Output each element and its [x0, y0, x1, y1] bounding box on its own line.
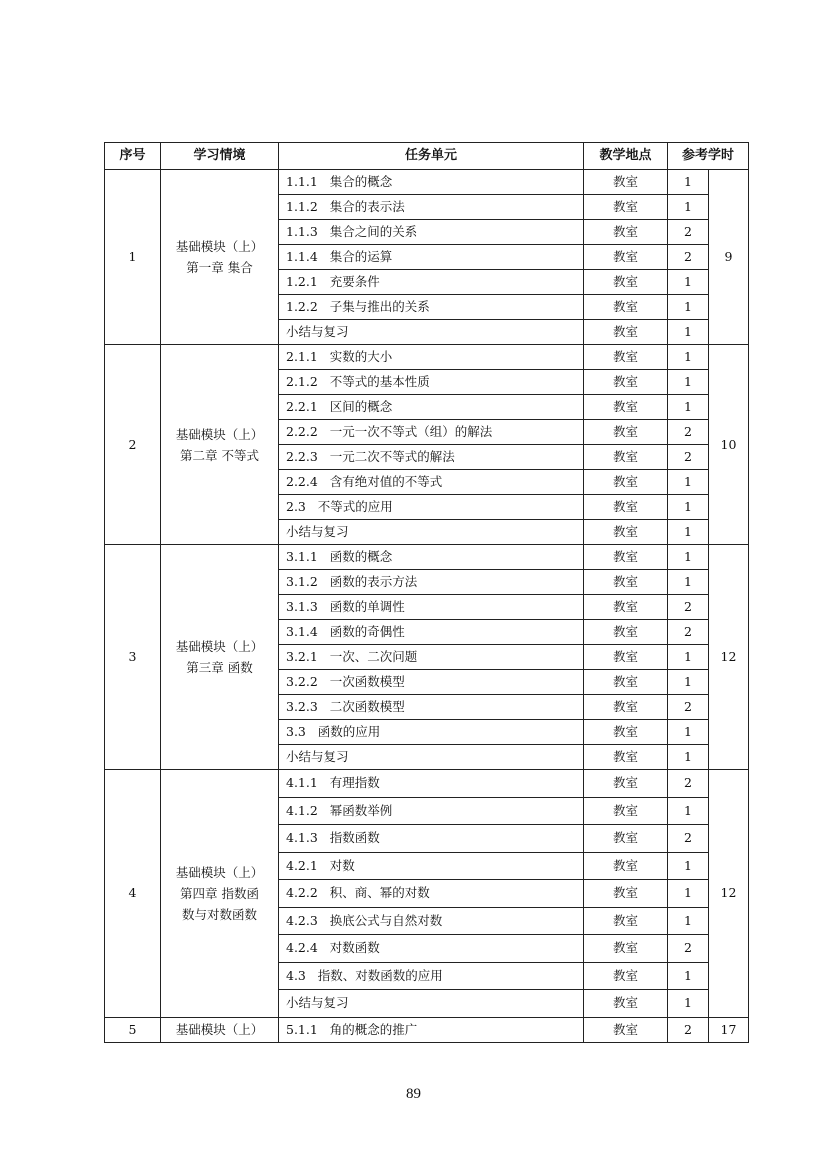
teaching-location: 教室 — [584, 745, 668, 770]
unit-hours: 1 — [668, 962, 709, 990]
task-unit: 1.1.4 集合的运算 — [279, 245, 584, 270]
unit-hours: 1 — [668, 295, 709, 320]
task-unit: 2.1.2 不等式的基本性质 — [279, 370, 584, 395]
group-index: 5 — [105, 1017, 161, 1042]
unit-hours: 2 — [668, 595, 709, 620]
task-unit: 4.2.4 对数函数 — [279, 935, 584, 963]
teaching-location: 教室 — [584, 545, 668, 570]
unit-hours: 1 — [668, 852, 709, 880]
teaching-location: 教室 — [584, 935, 668, 963]
group-context: 基础模块（上） 第二章 不等式 — [161, 345, 279, 545]
task-unit: 3.2.2 一次函数模型 — [279, 670, 584, 695]
group-context: 基础模块（上） 第一章 集合 — [161, 170, 279, 345]
teaching-location: 教室 — [584, 670, 668, 695]
task-unit: 4.2.1 对数 — [279, 852, 584, 880]
task-unit: 3.1.2 函数的表示方法 — [279, 570, 584, 595]
task-unit: 小结与复习 — [279, 745, 584, 770]
table-row — [105, 345, 749, 370]
unit-hours: 1 — [668, 170, 709, 195]
teaching-location: 教室 — [584, 345, 668, 370]
task-unit: 小结与复习 — [279, 520, 584, 545]
unit-hours: 1 — [668, 345, 709, 370]
unit-hours: 2 — [668, 770, 709, 798]
teaching-location: 教室 — [584, 695, 668, 720]
header-index: 序号 — [105, 143, 161, 170]
unit-hours: 1 — [668, 195, 709, 220]
table-body — [105, 170, 749, 1043]
table-row — [105, 1017, 749, 1042]
task-unit: 小结与复习 — [279, 320, 584, 345]
teaching-location: 教室 — [584, 962, 668, 990]
task-unit: 1.2.2 子集与推出的关系 — [279, 295, 584, 320]
task-unit: 3.3 函数的应用 — [279, 720, 584, 745]
task-unit: 小结与复习 — [279, 990, 584, 1018]
teaching-location: 教室 — [584, 245, 668, 270]
task-unit: 3.1.1 函数的概念 — [279, 545, 584, 570]
table-header-row — [105, 143, 749, 170]
group-index: 2 — [105, 345, 161, 545]
teaching-location: 教室 — [584, 720, 668, 745]
unit-hours: 1 — [668, 907, 709, 935]
task-unit: 3.2.1 一次、二次问题 — [279, 645, 584, 670]
table-row — [105, 770, 749, 798]
unit-hours: 2 — [668, 935, 709, 963]
unit-hours: 1 — [668, 745, 709, 770]
task-unit: 3.1.3 函数的单调性 — [279, 595, 584, 620]
teaching-location: 教室 — [584, 825, 668, 853]
teaching-location: 教室 — [584, 295, 668, 320]
group-total-hours: 12 — [709, 545, 749, 770]
header-location: 教学地点 — [584, 143, 668, 170]
unit-hours: 2 — [668, 445, 709, 470]
group-total-hours: 12 — [709, 770, 749, 1018]
unit-hours: 2 — [668, 245, 709, 270]
task-unit: 1.2.1 充要条件 — [279, 270, 584, 295]
unit-hours: 1 — [668, 520, 709, 545]
teaching-location: 教室 — [584, 445, 668, 470]
unit-hours: 1 — [668, 545, 709, 570]
teaching-location: 教室 — [584, 220, 668, 245]
task-unit: 3.2.3 二次函数模型 — [279, 695, 584, 720]
task-unit: 2.2.2 一元一次不等式（组）的解法 — [279, 420, 584, 445]
unit-hours: 1 — [668, 645, 709, 670]
group-index: 3 — [105, 545, 161, 770]
teaching-location: 教室 — [584, 520, 668, 545]
unit-hours: 1 — [668, 670, 709, 695]
group-context: 基础模块（上） — [161, 1017, 279, 1042]
unit-hours: 1 — [668, 880, 709, 908]
unit-hours: 2 — [668, 825, 709, 853]
task-unit: 4.3 指数、对数函数的应用 — [279, 962, 584, 990]
page-number: 89 — [406, 1086, 421, 1102]
unit-hours: 1 — [668, 320, 709, 345]
teaching-location: 教室 — [584, 495, 668, 520]
header-context: 学习情境 — [161, 143, 279, 170]
teaching-location: 教室 — [584, 852, 668, 880]
header-hours: 参考学时 — [668, 143, 749, 170]
task-unit: 1.1.2 集合的表示法 — [279, 195, 584, 220]
unit-hours: 1 — [668, 470, 709, 495]
teaching-location: 教室 — [584, 570, 668, 595]
unit-hours: 1 — [668, 270, 709, 295]
unit-hours: 1 — [668, 720, 709, 745]
group-total-hours: 9 — [709, 170, 749, 345]
unit-hours: 2 — [668, 620, 709, 645]
teaching-location: 教室 — [584, 170, 668, 195]
table-row — [105, 545, 749, 570]
task-unit: 2.1.1 实数的大小 — [279, 345, 584, 370]
task-unit: 4.1.3 指数函数 — [279, 825, 584, 853]
group-context: 基础模块（上） 第三章 函数 — [161, 545, 279, 770]
task-unit: 3.1.4 函数的奇偶性 — [279, 620, 584, 645]
teaching-location: 教室 — [584, 470, 668, 495]
group-total-hours: 17 — [709, 1017, 749, 1042]
teaching-location: 教室 — [584, 420, 668, 445]
unit-hours: 1 — [668, 395, 709, 420]
task-unit: 4.1.2 幂函数举例 — [279, 797, 584, 825]
group-index: 4 — [105, 770, 161, 1018]
group-context: 基础模块（上） 第四章 指数函 数与对数函数 — [161, 770, 279, 1018]
task-unit: 5.1.1 角的概念的推广 — [279, 1017, 584, 1042]
teaching-location: 教室 — [584, 320, 668, 345]
task-unit: 2.2.1 区间的概念 — [279, 395, 584, 420]
unit-hours: 2 — [668, 220, 709, 245]
unit-hours: 1 — [668, 990, 709, 1018]
unit-hours: 1 — [668, 570, 709, 595]
header-unit: 任务单元 — [279, 143, 584, 170]
unit-hours: 1 — [668, 495, 709, 520]
teaching-location: 教室 — [584, 620, 668, 645]
task-unit: 2.2.4 含有绝对值的不等式 — [279, 470, 584, 495]
unit-hours: 1 — [668, 797, 709, 825]
teaching-location: 教室 — [584, 645, 668, 670]
teaching-location: 教室 — [584, 195, 668, 220]
task-unit: 4.1.1 有理指数 — [279, 770, 584, 798]
group-total-hours: 10 — [709, 345, 749, 545]
task-unit: 2.2.3 一元二次不等式的解法 — [279, 445, 584, 470]
teaching-location: 教室 — [584, 770, 668, 798]
unit-hours: 1 — [668, 370, 709, 395]
task-unit: 4.2.3 换底公式与自然对数 — [279, 907, 584, 935]
teaching-location: 教室 — [584, 1017, 668, 1042]
task-unit: 4.2.2 积、商、幂的对数 — [279, 880, 584, 908]
task-unit: 1.1.1 集合的概念 — [279, 170, 584, 195]
teaching-location: 教室 — [584, 370, 668, 395]
teaching-location: 教室 — [584, 395, 668, 420]
table-row — [105, 170, 749, 195]
group-index: 1 — [105, 170, 161, 345]
teaching-location: 教室 — [584, 907, 668, 935]
course-schedule-table — [104, 142, 749, 1043]
task-unit: 1.1.3 集合之间的关系 — [279, 220, 584, 245]
unit-hours: 2 — [668, 420, 709, 445]
teaching-location: 教室 — [584, 797, 668, 825]
unit-hours: 2 — [668, 695, 709, 720]
teaching-location: 教室 — [584, 990, 668, 1018]
teaching-location: 教室 — [584, 880, 668, 908]
unit-hours: 2 — [668, 1017, 709, 1042]
teaching-location: 教室 — [584, 595, 668, 620]
task-unit: 2.3 不等式的应用 — [279, 495, 584, 520]
teaching-location: 教室 — [584, 270, 668, 295]
